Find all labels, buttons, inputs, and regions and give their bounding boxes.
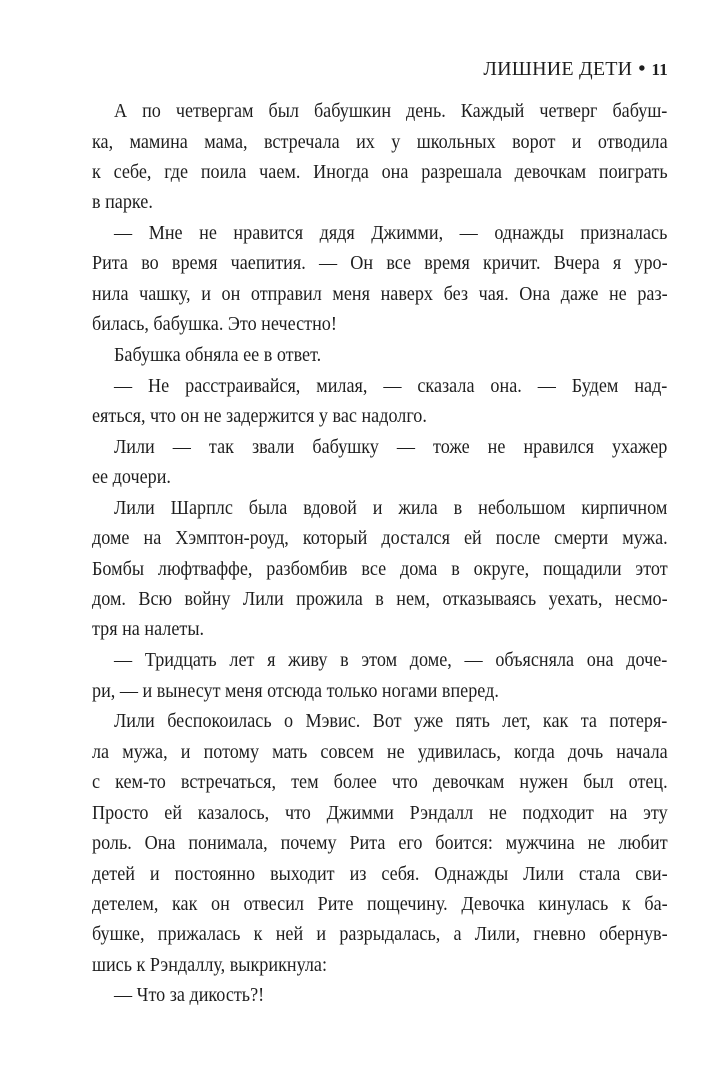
text-line: — Не расстраивайся, милая, — сказала она. — Будем над-	[114, 376, 668, 397]
text-line: билась, бабушка. Это нечестно!	[92, 314, 337, 335]
page-number: 11	[651, 60, 668, 79]
text-line: в парке.	[92, 192, 153, 213]
text-line: ее дочери.	[92, 467, 171, 488]
text-line: Рита во время чаепития. — Он все время кричит. Вчера я уро-	[92, 253, 668, 274]
text-line: дом. Всю войну Лили прожила в нем, отказываясь уехать, несмо-	[92, 589, 668, 610]
text-line: А по четвергам был бабушкин день. Каждый четверг бабуш-	[114, 101, 668, 122]
header-separator: •	[638, 58, 646, 80]
text-line: бушке, прижалась к ней и разрыдалась, а Лили, гневно обернув-	[92, 924, 668, 945]
text-line: с кем-то встречаться, тем более что девочкам нужен был отец.	[92, 772, 668, 793]
book-title: ЛИШНИЕ ДЕТИ	[483, 58, 633, 80]
text-line: детей и постоянно выходит из себя. Однажды Лили стала сви-	[92, 864, 668, 885]
text-line: Лили беспокоилась о Мэвис. Вот уже пять лет, как та потеря-	[114, 711, 668, 732]
text-line: Лили — так звали бабушку — тоже не нравился ухажер	[114, 437, 668, 458]
text-line: Лили Шарплс была вдовой и жила в небольшом кирпичном	[114, 498, 668, 519]
text-line: ка, мамина мама, встречала их у школьных ворот и отводила	[92, 132, 668, 153]
text-line: — Тридцать лет я живу в этом доме, — объясняла она доче-	[114, 650, 668, 671]
text-line: Просто ей казалось, что Джимми Рэндалл не подходит на эту	[92, 803, 668, 824]
text-line: тря на налеты.	[92, 619, 205, 640]
text-line: — Мне не нравится дядя Джимми, — однажды призналась	[114, 223, 668, 244]
text-line: Бабушка обняла ее в ответ.	[114, 345, 322, 366]
text-line: ла мужа, и потому мать совсем не удивилась, когда дочь начала	[92, 742, 668, 763]
text-line: ри, — и вынесут меня отсюда только ногами вперед.	[92, 681, 499, 702]
text-line: доме на Хэмптон-роуд, который достался ей после смерти мужа.	[92, 528, 668, 549]
text-line: нила чашку, и он отправил меня наверх без чая. Она даже не раз-	[92, 284, 668, 305]
text-line: шись к Рэндаллу, выкрикнула:	[92, 955, 328, 976]
text-line: детелем, как он отвесил Рите пощечину. Девочка кинулась к ба-	[92, 894, 668, 915]
text-line: — Что за дикость?!	[114, 985, 265, 1006]
text-line: Бомбы люфтваффе, разбомбив все дома в округе, пощадили этот	[92, 559, 668, 580]
running-header	[483, 58, 668, 81]
text-line: роль. Она понимала, почему Рита его боится: мужчина не любит	[92, 833, 668, 854]
text-line: еяться, что он не задержится у вас надолго.	[92, 406, 427, 427]
text-line: к себе, где поила чаем. Иногда она разрешала девочкам поиграть	[92, 162, 668, 183]
